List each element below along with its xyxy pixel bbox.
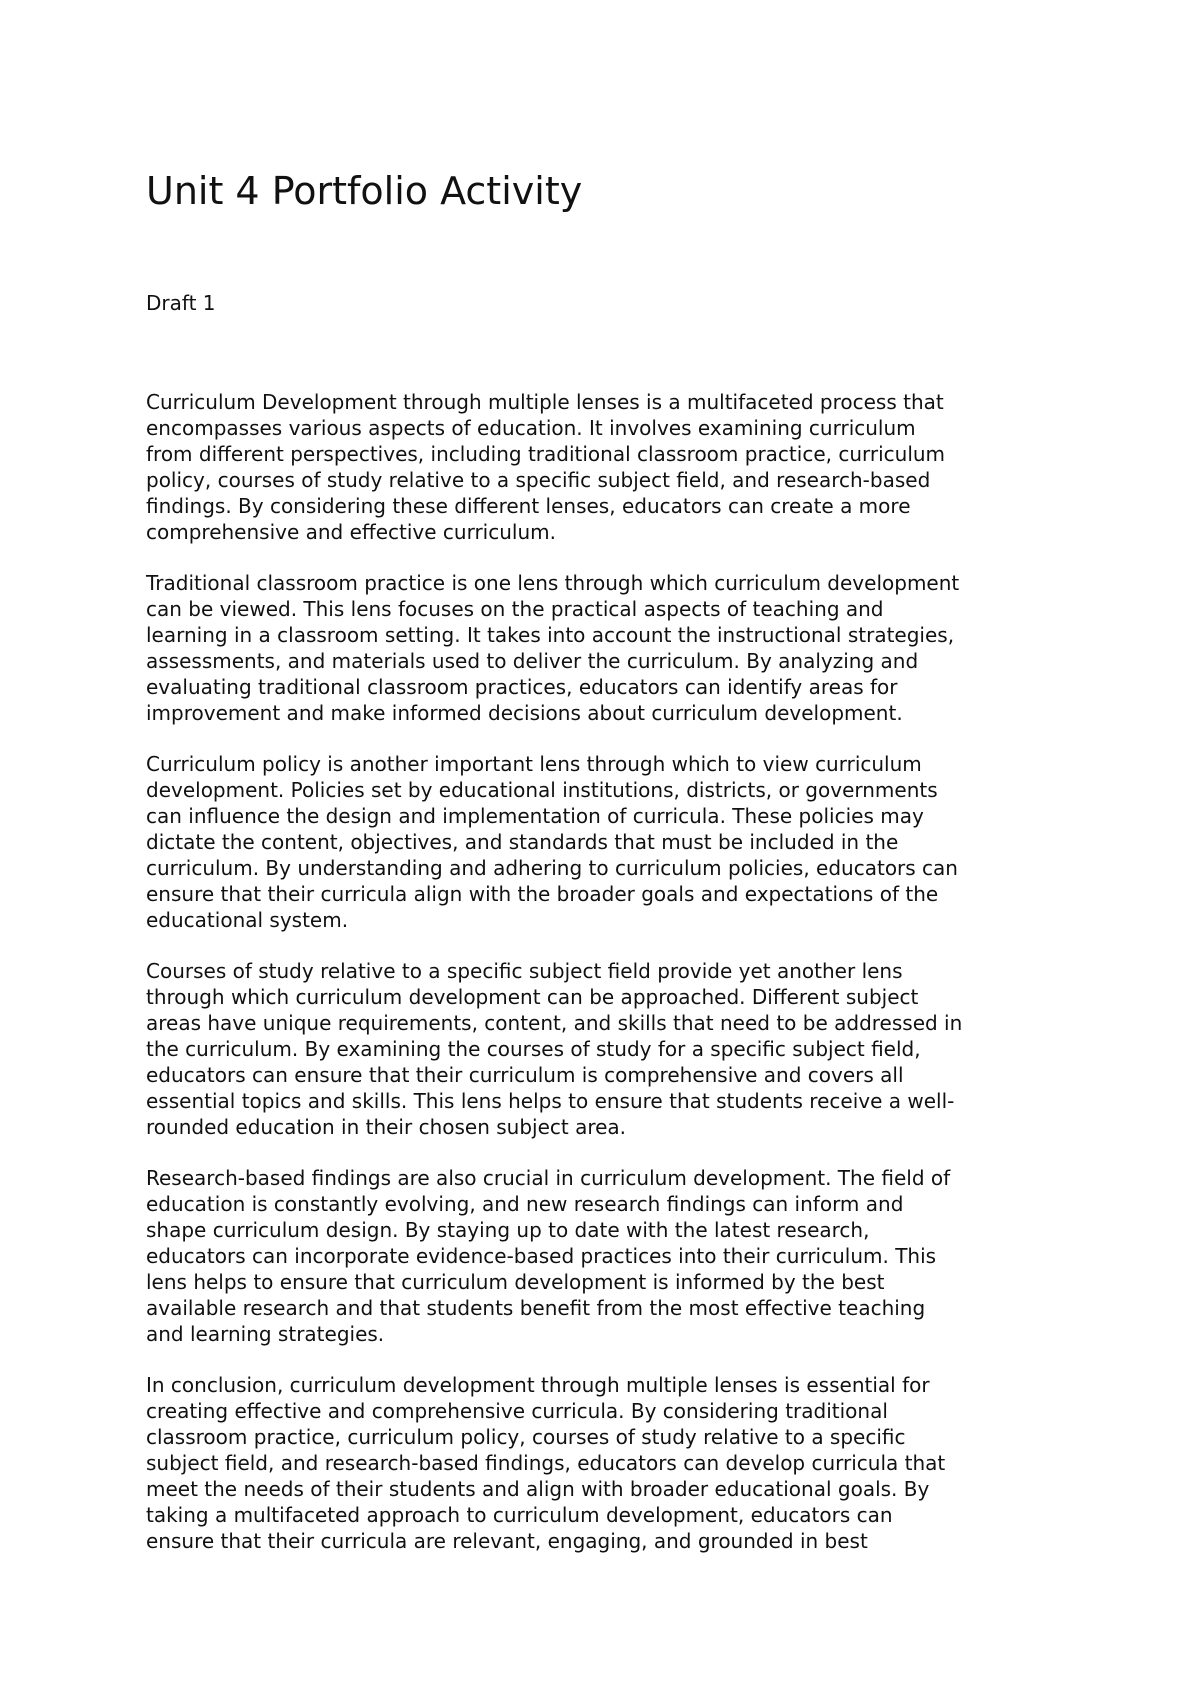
paragraph-line: improvement and make informed decisions about curriculum development. <box>146 701 903 725</box>
paragraph-line: Traditional classroom practice is one lens through which curriculum development <box>146 571 960 595</box>
paragraph-line: Curriculum policy is another important lens through which to view curriculum <box>146 752 922 776</box>
paragraph-line: educational system. <box>146 908 349 932</box>
paragraph-line: ensure that their curricula are relevant, engaging, and grounded in best <box>146 1529 868 1553</box>
paragraph-line: Research-based findings are also crucial in curriculum development. The field of <box>146 1166 951 1190</box>
paragraph-line: can influence the design and implementation of curricula. These policies may <box>146 804 924 828</box>
paragraph-line: assessments, and materials used to deliver the curriculum. By analyzing and <box>146 649 919 673</box>
paragraph-line: comprehensive and effective curriculum. <box>146 520 556 544</box>
paragraph-line: education is constantly evolving, and new research findings can inform and <box>146 1192 904 1216</box>
paragraph-line: learning in a classroom setting. It takes into account the instructional strategies, <box>146 623 955 647</box>
body-paragraph <box>146 1372 1086 1554</box>
body-paragraph <box>146 389 1086 545</box>
document-body <box>146 389 1086 1579</box>
paragraph-line: classroom practice, curriculum policy, courses of study relative to a specific <box>146 1425 906 1449</box>
paragraph-line: meet the needs of their students and align with broader educational goals. By <box>146 1477 930 1501</box>
paragraph-line: shape curriculum design. By staying up to date with the latest research, <box>146 1218 870 1242</box>
paragraph-line: evaluating traditional classroom practices, educators can identify areas for <box>146 675 898 699</box>
paragraph-line: the curriculum. By examining the courses of study for a specific subject field, <box>146 1037 921 1061</box>
document-title: Unit 4 Portfolio Activity <box>146 169 583 213</box>
draft-label: Draft 1 <box>146 291 216 315</box>
paragraph-line: areas have unique requirements, content, and skills that need to be addressed in <box>146 1011 963 1035</box>
paragraph-line: development. Policies set by educational institutions, districts, or governments <box>146 778 938 802</box>
paragraph-line: ensure that their curricula align with the broader goals and expectations of the <box>146 882 939 906</box>
paragraph-line: through which curriculum development can be approached. Different subject <box>146 985 919 1009</box>
body-paragraph <box>146 751 1086 933</box>
paragraph-line: from different perspectives, including traditional classroom practice, curriculum <box>146 442 946 466</box>
paragraph-line: subject field, and research-based findings, educators can develop curricula that <box>146 1451 946 1475</box>
body-paragraph <box>146 958 1086 1140</box>
paragraph-line: available research and that students benefit from the most effective teaching <box>146 1296 926 1320</box>
paragraph-line: educators can incorporate evidence-based practices into their curriculum. This <box>146 1244 937 1268</box>
paragraph-line: Courses of study relative to a specific subject field provide yet another lens <box>146 959 903 983</box>
paragraph-line: taking a multifaceted approach to curriculum development, educators can <box>146 1503 893 1527</box>
paragraph-line: encompasses various aspects of education. It involves examining curriculum <box>146 416 916 440</box>
paragraph-line: policy, courses of study relative to a specific subject field, and research-based <box>146 468 931 492</box>
paragraph-line: and learning strategies. <box>146 1322 385 1346</box>
paragraph-line: essential topics and skills. This lens helps to ensure that students receive a well- <box>146 1089 955 1113</box>
paragraph-line: creating effective and comprehensive curricula. By considering traditional <box>146 1399 888 1423</box>
paragraph-line: curriculum. By understanding and adhering to curriculum policies, educators can <box>146 856 958 880</box>
paragraph-line: lens helps to ensure that curriculum development is informed by the best <box>146 1270 885 1294</box>
paragraph-line: can be viewed. This lens focuses on the practical aspects of teaching and <box>146 597 884 621</box>
body-paragraph <box>146 1165 1086 1347</box>
paragraph-line: Curriculum Development through multiple lenses is a multifaceted process that <box>146 390 944 414</box>
paragraph-line: educators can ensure that their curriculum is comprehensive and covers all <box>146 1063 904 1087</box>
paragraph-line: dictate the content, objectives, and standards that must be included in the <box>146 830 899 854</box>
paragraph-line: findings. By considering these different lenses, educators can create a more <box>146 494 911 518</box>
paragraph-line: In conclusion, curriculum development through multiple lenses is essential for <box>146 1373 930 1397</box>
body-paragraph <box>146 570 1086 726</box>
paragraph-line: rounded education in their chosen subject area. <box>146 1115 627 1139</box>
